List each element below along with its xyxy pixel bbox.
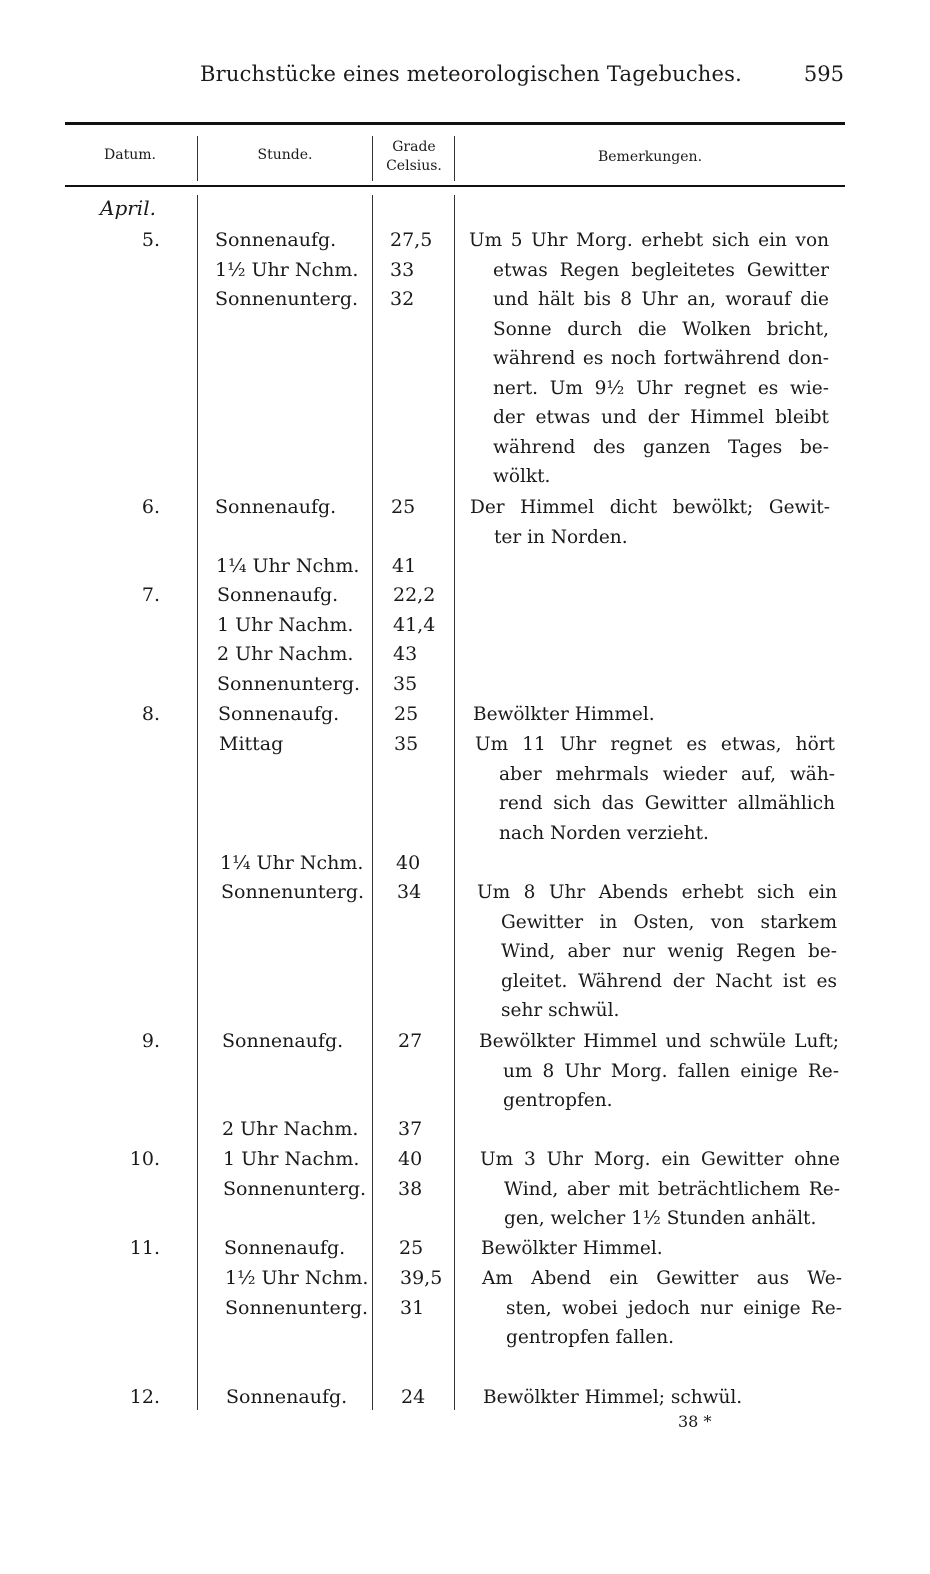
remark-line: sehr schwül.	[501, 1000, 620, 1021]
time-cell: 1¼ Uhr Nchm.	[220, 852, 364, 874]
time-cell: Mittag	[219, 733, 284, 755]
remark-line: gleitet. Während der Nacht ist es	[501, 970, 837, 992]
time-cell: Sonnenunterg.	[223, 1177, 367, 1200]
remark-cell	[480, 1145, 840, 1234]
temperature-cell: 27,5	[390, 229, 433, 251]
remark-line: Bewölkter Himmel.	[481, 1238, 663, 1259]
date-cell: 10.	[129, 1148, 160, 1170]
date-cell: 6.	[141, 496, 160, 518]
temperature-cell: 41,4	[393, 613, 436, 636]
remark-line: Sonne durch die Wolken bricht,	[493, 318, 829, 340]
signature-mark: 38 *	[678, 1412, 712, 1431]
remark-line: rend sich das Gewitter allmählich	[499, 793, 835, 814]
remark-line: der etwas und der Himmel bleibt	[493, 407, 829, 428]
temperature-cell: 32	[390, 288, 415, 310]
remark-cell	[470, 493, 830, 552]
temperature-cell: 24	[401, 1386, 426, 1408]
temperature-cell: 25	[391, 496, 416, 518]
temperature-cell: 40	[396, 852, 421, 874]
temperature-cell: 22,2	[393, 584, 436, 606]
remark-line: nach Norden verzieht.	[499, 822, 709, 844]
remark-line: während es noch fortwährend don-	[493, 348, 829, 369]
remark-line: ter in Norden.	[494, 526, 628, 548]
time-cell: Sonnenaufg.	[222, 1030, 344, 1052]
remark-line: Um 8 Uhr Abends erhebt sich ein	[477, 882, 837, 903]
column-divider	[197, 195, 198, 1410]
remark-cell	[473, 700, 833, 730]
date-cell: 5.	[141, 229, 160, 251]
time-cell: Sonnenaufg.	[218, 703, 340, 725]
column-header-datum: Datum.	[104, 147, 156, 163]
remark-cell	[477, 878, 837, 1026]
remark-line: um 8 Uhr Morg. fallen einige Re-	[503, 1060, 839, 1082]
header-divider	[454, 136, 455, 181]
table-top-rule	[65, 122, 845, 125]
remark-line: Um 5 Uhr Morg. erhebt sich ein von	[469, 230, 829, 251]
remark-cell	[469, 226, 829, 492]
time-cell: 1¼ Uhr Nchm.	[216, 555, 360, 577]
column-divider	[454, 195, 455, 1410]
date-cell: 11.	[129, 1237, 160, 1259]
remark-line: gentropfen.	[503, 1090, 613, 1111]
remark-line: Bewölkter Himmel und schwüle Luft;	[479, 1031, 839, 1052]
remark-line: nert. Um 9½ Uhr regnet es wie-	[493, 377, 829, 399]
remark-line: Der Himmel dicht bewölkt; Gewit-	[470, 497, 830, 518]
remark-line: wölkt.	[493, 466, 551, 487]
temperature-cell: 35	[393, 672, 418, 695]
running-title: Bruchstücke eines meteorologischen Tagebuches.	[200, 62, 743, 86]
column-header-grade	[374, 138, 454, 176]
remark-line: etwas Regen begleitetes Gewitter	[493, 259, 829, 281]
remark-line: aber mehrmals wieder auf, wäh-	[499, 763, 835, 785]
temperature-cell: 39,5	[400, 1267, 443, 1289]
remark-line: Am Abend ein Gewitter aus We-	[482, 1268, 842, 1289]
time-cell: Sonnenunterg.	[217, 672, 361, 695]
page-number: 595	[803, 62, 844, 86]
column-header-bemerkungen: Bemerkungen.	[597, 149, 703, 165]
header-divider	[372, 136, 373, 181]
month-label: April.	[100, 196, 156, 220]
celsius-label: Celsius.	[386, 158, 442, 174]
time-cell: Sonnenunterg.	[225, 1296, 369, 1319]
time-cell: 1 Uhr Nachm.	[217, 613, 354, 636]
time-cell: Sonnenunterg.	[215, 288, 359, 310]
remark-line: sten, wobei jedoch nur einige Re-	[506, 1297, 842, 1319]
temperature-cell: 34	[397, 881, 422, 903]
remark-line: Um 11 Uhr regnet es etwas, hört	[475, 734, 835, 755]
time-cell: Sonnenaufg.	[215, 496, 337, 518]
table-header-rule	[65, 185, 845, 187]
time-cell: Sonnenunterg.	[221, 881, 365, 903]
time-cell: Sonnenaufg.	[226, 1386, 348, 1408]
page-header	[0, 62, 930, 92]
remark-line: Bewölkter Himmel.	[473, 704, 655, 725]
date-cell: 8.	[141, 703, 160, 725]
temperature-cell: 35	[394, 733, 419, 755]
remark-line: gen, welcher 1½ Stunden anhält.	[504, 1208, 817, 1229]
remark-line: Wind, aber mit beträchtlichem Re-	[504, 1178, 840, 1200]
grade-label: Grade	[392, 139, 436, 155]
time-cell: 2 Uhr Nachm.	[222, 1118, 359, 1140]
column-header-stunde: Stunde.	[257, 147, 313, 163]
temperature-cell: 25	[399, 1237, 424, 1259]
date-cell: 7.	[141, 584, 160, 606]
remark-line: und hält bis 8 Uhr an, worauf die	[493, 289, 829, 310]
column-divider	[372, 195, 373, 1410]
temperature-cell: 38	[398, 1177, 423, 1200]
remark-cell	[479, 1027, 839, 1116]
date-cell: 9.	[141, 1030, 160, 1052]
remark-line: Um 3 Uhr Morg. ein Gewitter ohne	[480, 1149, 840, 1170]
temperature-cell: 31	[400, 1296, 425, 1319]
remark-line: Wind, aber nur wenig Regen be-	[501, 941, 837, 962]
remark-line: Bewölkter Himmel; schwül.	[483, 1387, 743, 1408]
time-cell: 2 Uhr Nachm.	[217, 643, 354, 665]
time-cell: 1 Uhr Nachm.	[223, 1148, 360, 1170]
header-divider	[197, 136, 198, 181]
time-cell: Sonnenaufg.	[224, 1237, 346, 1259]
temperature-cell: 41	[392, 555, 417, 577]
time-cell: 1½ Uhr Nchm.	[215, 258, 359, 281]
temperature-cell: 40	[398, 1148, 423, 1170]
remark-cell	[481, 1234, 841, 1264]
time-cell: Sonnenaufg.	[215, 229, 337, 251]
remark-line: Gewitter in Osten, von starkem	[501, 911, 837, 933]
time-cell: 1½ Uhr Nchm.	[225, 1267, 369, 1289]
temperature-cell: 25	[394, 703, 419, 725]
remark-cell	[483, 1383, 843, 1413]
temperature-cell: 27	[398, 1030, 423, 1052]
temperature-cell: 43	[393, 643, 418, 665]
temperature-cell: 33	[390, 258, 415, 281]
time-cell: Sonnenaufg.	[217, 584, 339, 606]
remark-cell	[482, 1264, 842, 1353]
date-cell: 12.	[129, 1386, 160, 1408]
remark-cell	[475, 730, 835, 848]
remark-line: während des ganzen Tages be-	[493, 436, 829, 458]
remark-line: gentropfen fallen.	[506, 1327, 675, 1348]
temperature-cell: 37	[398, 1118, 423, 1140]
